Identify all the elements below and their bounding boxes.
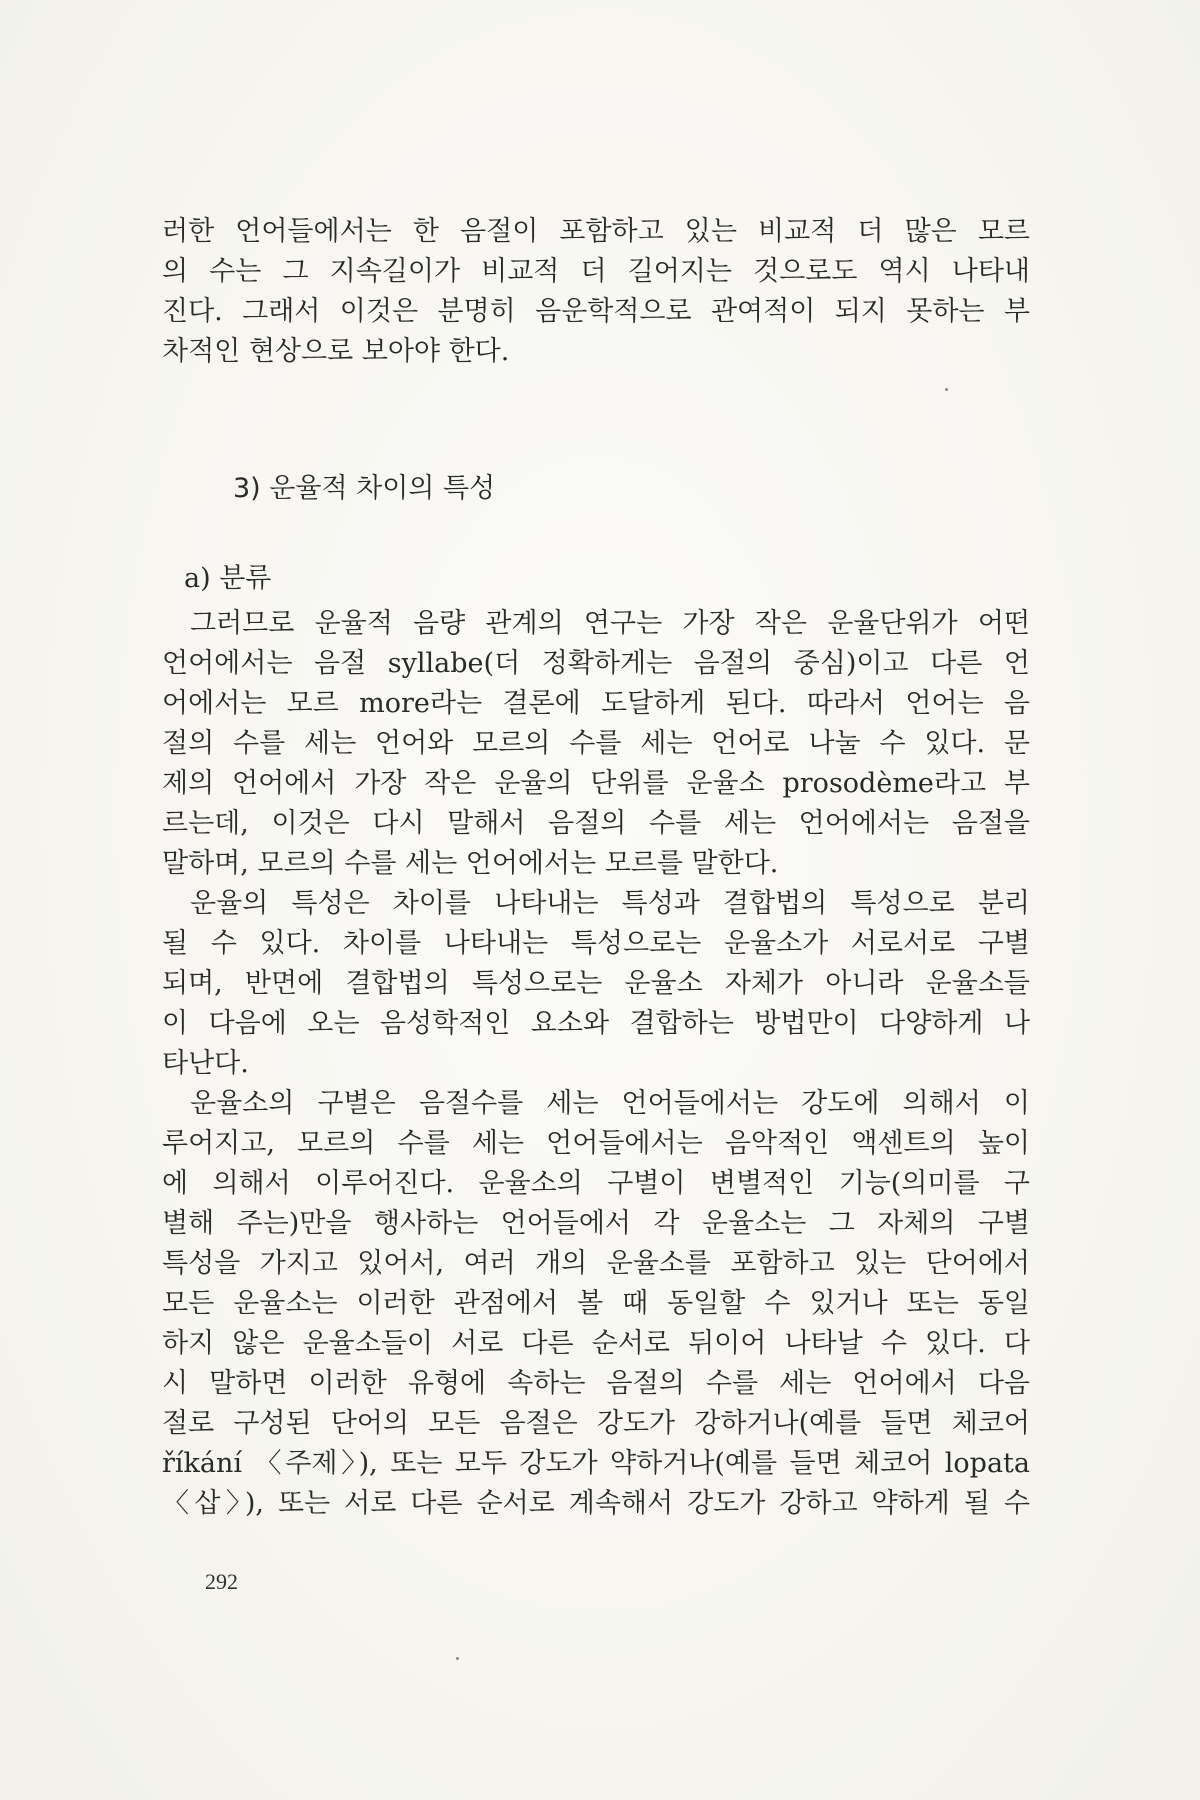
paragraph-2-line-1: 운율의 특성은 차이를 나타내는 특성과 결합법의 특성으로 분리 — [190, 888, 1030, 919]
paragraph-3-line-11: 〈삽〉), 또는 서로 다른 순서로 계속해서 강도가 강하고 약하게 될 수 — [162, 1488, 1030, 1519]
paragraph-2-line-3: 되며, 반면에 결합법의 특성으로는 운율소 자체가 아니라 운율소들 — [162, 968, 1030, 999]
paragraph-3-line-8: 시 말하면 이러한 유형에 속하는 음절의 수를 세는 언어에서 다음 — [162, 1368, 1030, 1399]
paragraph-3-line-9: 절로 구성된 단어의 모든 음절은 강도가 강하거나(예를 들면 체코어 — [162, 1408, 1030, 1439]
page-number: 292 — [205, 1569, 238, 1594]
paragraph-3-line-2: 루어지고, 모르의 수를 세는 언어들에서는 음악적인 액센트의 높이 — [162, 1128, 1030, 1159]
paragraph-3-line-3: 에 의해서 이루어진다. 운율소의 구별이 변별적인 기능(의미를 구 — [162, 1168, 1030, 1199]
paragraph-1 — [162, 604, 1030, 884]
intro-line-4: 차적인 현상으로 보아야 한다. — [162, 336, 510, 367]
paragraph-1-line-6: 르는데, 이것은 다시 말해서 음절의 수를 세는 언어에서는 음절을 — [162, 808, 1030, 839]
section-heading: 3) 운율적 차이의 특성 — [233, 473, 496, 504]
paragraph-2 — [162, 884, 1030, 1084]
paragraph-2-line-4: 이 다음에 오는 음성학적인 요소와 결합하는 방법만이 다양하게 나 — [162, 1008, 1030, 1039]
paragraph-3-line-10: říkání 〈주제〉), 또는 모두 강도가 약하거나(예를 들면 체코어 lopata — [162, 1448, 1030, 1479]
scan-speck — [456, 1657, 459, 1660]
paragraph-3-line-1: 운율소의 구별은 음절수를 세는 언어들에서는 강도에 의해서 이 — [190, 1088, 1030, 1119]
paragraph-2-line-5: 타난다. — [162, 1048, 249, 1079]
intro-paragraph — [162, 212, 1030, 372]
subsection-heading: a) 분류 — [184, 563, 272, 594]
scan-speck — [945, 388, 948, 391]
paragraph-3 — [162, 1084, 1030, 1524]
paragraph-1-line-4: 절의 수를 세는 언어와 모르의 수를 세는 언어로 나눌 수 있다. 문 — [162, 728, 1030, 759]
paragraph-3-line-4: 별해 주는)만을 행사하는 언어들에서 각 운율소는 그 자체의 구별 — [162, 1208, 1030, 1239]
paragraph-1-line-2: 언어에서는 음절 syllabe(더 정확하게는 음절의 중심)이고 다른 언 — [162, 648, 1030, 679]
paragraph-1-line-1: 그러므로 운율적 음량 관계의 연구는 가장 작은 운율단위가 어떤 — [190, 608, 1030, 639]
intro-line-1: 러한 언어들에서는 한 음절이 포함하고 있는 비교적 더 많은 모르 — [162, 216, 1030, 247]
paragraph-2-line-2: 될 수 있다. 차이를 나타내는 특성으로는 운율소가 서로서로 구별 — [162, 928, 1030, 959]
paragraph-3-line-5: 특성을 가지고 있어서, 여러 개의 운율소를 포함하고 있는 단어에서 — [162, 1248, 1030, 1279]
intro-line-2: 의 수는 그 지속길이가 비교적 더 길어지는 것으로도 역시 나타내 — [162, 256, 1030, 287]
paragraph-3-line-7: 하지 않은 운율소들이 서로 다른 순서로 뒤이어 나타날 수 있다. 다 — [162, 1328, 1030, 1359]
paragraph-1-line-5: 제의 언어에서 가장 작은 운율의 단위를 운율소 prosodème라고 부 — [162, 768, 1030, 799]
paragraph-1-line-7: 말하며, 모르의 수를 세는 언어에서는 모르를 말한다. — [162, 848, 779, 879]
intro-line-3: 진다. 그래서 이것은 분명히 음운학적으로 관여적이 되지 못하는 부 — [162, 296, 1030, 327]
paragraph-1-line-3: 어에서는 모르 more라는 결론에 도달하게 된다. 따라서 언어는 음 — [162, 688, 1030, 719]
paragraph-3-line-6: 모든 운율소는 이러한 관점에서 볼 때 동일할 수 있거나 또는 동일 — [162, 1288, 1030, 1319]
